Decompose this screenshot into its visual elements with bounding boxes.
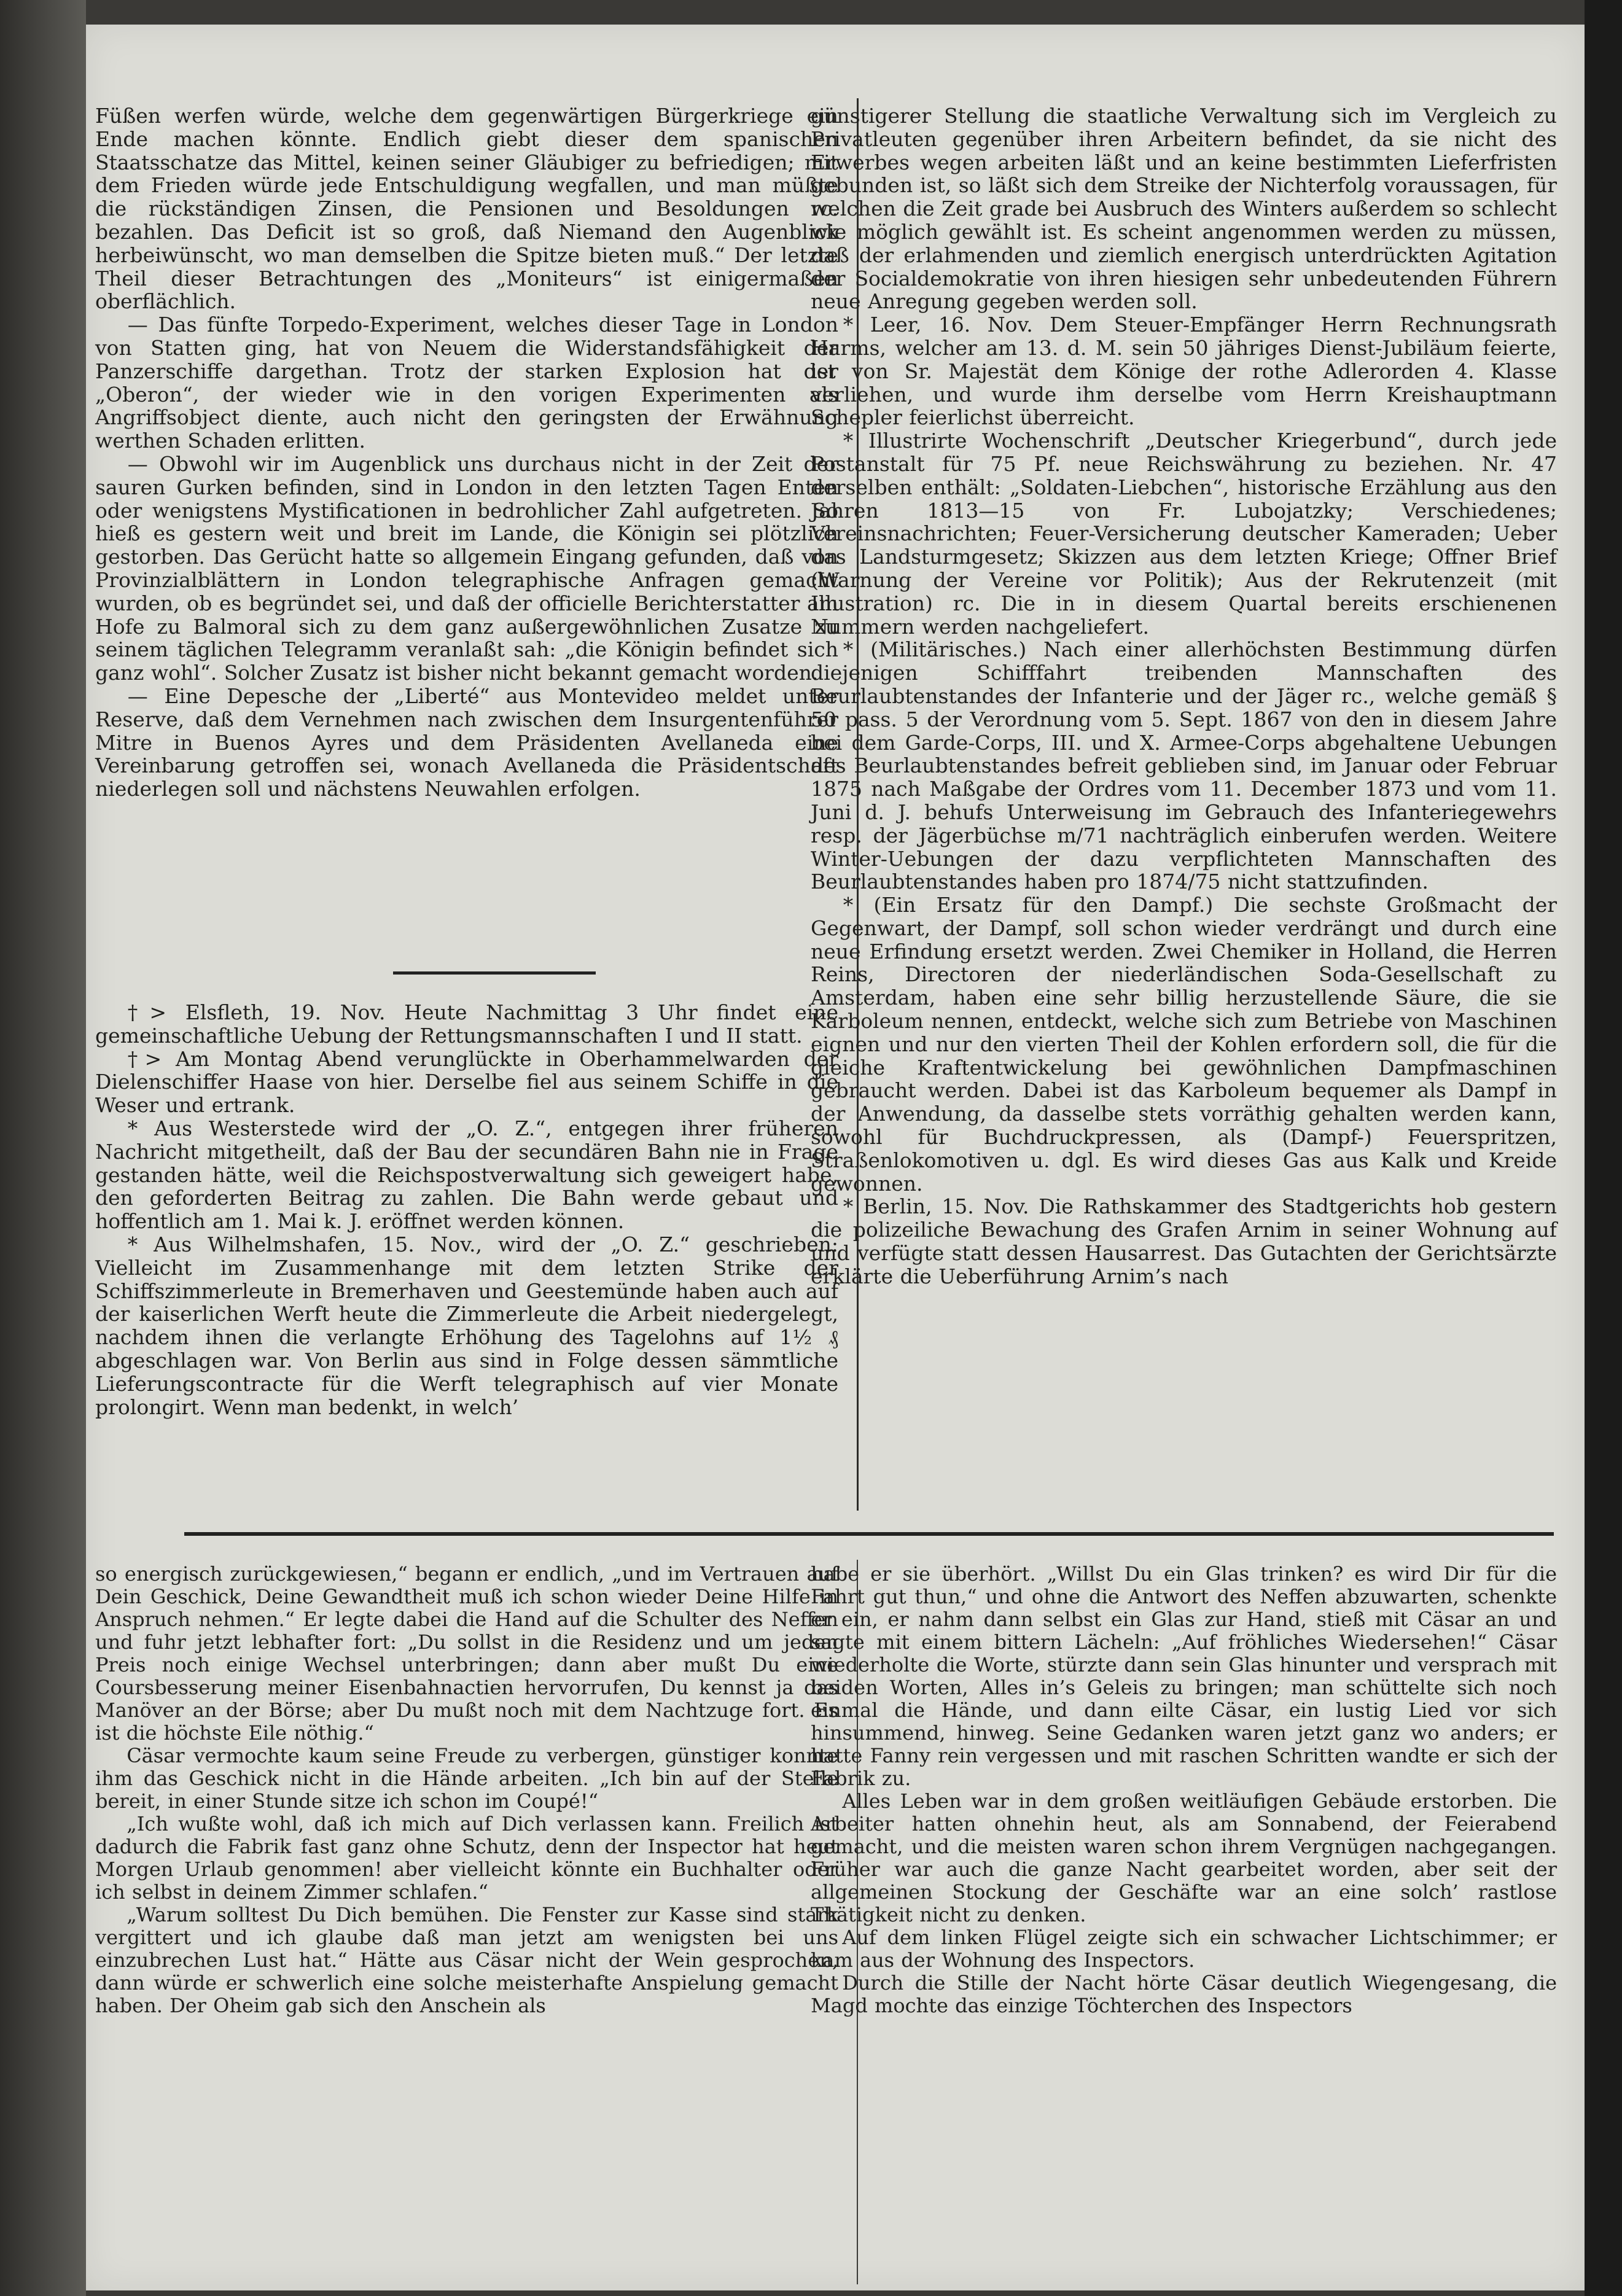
article-paragraph: — Obwohl wir im Augenblick uns durchaus nicht in der Zeit der sauren Gurken befinden, sind in London in den letzten Tagen Enten oder wenigstens Mystificationen in bedrohlicher Zahl aufgetreten. So hieß es gestern weit und breit im Lande, die Königin sei plötzlich gestorben. Das Gerücht hatte so allgemein Eingang gefunden, daß von Provinzialblättern in London telegraphische Anfragen gemacht wurden, ob es begründet sei, und daß der officielle Berichterstatter am Hofe zu Balmoral sich zu dem ganz außergewöhnlichen Zusatze zu seinem täglichen Telegramm veranlaßt sah: „die Königin befindet sich ganz wohl“. Solcher Zusatz ist bisher nicht bekannt gemacht worden.: [95, 451, 838, 685]
article-paragraph: Füßen werfen würde, welche dem gegenwärtigen Bürgerkriege ein Ende machen könnte. Endlich giebt dieser dem spanischen Staatsschatze das Mittel, keinen seiner Gläubiger zu befriedigen; mit dem Frieden würde jede Entschuldigung wegfallen, und man müßte die rückständigen Zinsen, die Pensionen und Besoldungen rc. bezahlen. Das Deficit ist so groß, daß Niemand den Augenblick herbeiwünscht, wo man demselben die Spitze bieten muß.“ Der letzte Theil dieser Betrachtungen des „Moniteurs“ ist einigermaßen oberflächlich.: [95, 104, 838, 314]
article-column-left: [95, 104, 838, 995]
story-paragraph: habe er sie überhört. „Willst Du ein Glas trinken? es wird Dir für die Fahrt gut thun,“ und ohne die Antwort des Neffen abzuwarten, schenkte er ein, er nahm dann selbst ein Glas zur Hand, stieß mit Cäsar an und sagte mit einem bittern Lächeln: „Auf fröhliches Wiedersehen!“ Cäsar wiederholte die Worte, stürzte dann sein Glas hinunter und versprach mit beiden Worten, Alles in’s Geleis zu bringen; man schüttelte sich noch einmal die Hände, und dann eilte Cäsar, ein lustig Lied vor sich hinsummend, hinweg. Seine Gedanken waren jetzt ganz wo anders; er hatte Fanny rein vergessen und mit raschen Schritten wandte er sich der Fabrik zu.: [811, 1562, 1557, 1790]
news-item: * Aus Wilhelmshafen, 15. Nov., wird der „O. Z.“ geschrieben: Vielleicht im Zusammenhange mit dem letzten Strike der Schiffszimmerleute in Bremerhaven und Geestemünde haben auch auf der kaiserlichen Werft heute die Zimmerleute die Arbeit niedergelegt, nachdem ihnen die verlangte Erhöhung des Tagelohns auf 1½ ₰ abgeschlagen war. Von Berlin aus sind in Folge dessen sämmtliche Lieferungscontracte für die Werft telegraphisch auf vier Monate prolongirt. Wenn man bedenkt, in welch’: [95, 1232, 838, 1419]
story-paragraph: „Ich wußte wohl, daß ich mich auf Dich verlassen kann. Freilich ist dadurch die Fabrik fast ganz ohne Schutz, denn der Inspector hat heut Morgen Urlaub genommen! aber vielleicht könnte ein Buchhalter oder ich selbst in deinem Zimmer schlafen.“: [95, 1812, 838, 1904]
story-paragraph: Alles Leben war in dem großen weitläufigen Gebäude erstorben. Die Arbeiter hatten ohnehin heut, als am Sonnabend, der Feierabend gemacht, und die meisten waren schon ihrem Vergnügen nachgegangen. Früher war auch die ganze Nacht gearbeitet worden, aber seit der allgemeinen Stockung der Geschäfte war an eine solch’ rastlose Thätigkeit nicht zu denken.: [811, 1789, 1557, 1926]
news-item: * (Militärisches.) Nach einer allerhöchsten Bestimmung dürfen diejenigen Schifffahrt treibenden Mannschaften des Beurlaubtenstandes der Infanterie und der Jäger rc., welche gemäß § 50 pass. 5 der Verordnung vom 5. Sept. 1867 von den in diesem Jahre bei dem Garde-Corps, III. und X. Armee-Corps abgehaltene Uebungen des Beurlaubtenstandes befreit geblieben sind, im Januar oder Februar 1875 nach Maßgabe der Ordres vom 11. December 1873 und vom 11. Juni d. J. behufs Unterweisung im Gebrauch des Infanteriegewehrs resp. der Jägerbüchse m/71 nachträglich einberufen werden. Weitere Winter-Uebungen der dazu verpflichteten Mannschaften des Beurlaubtenstandes haben pro 1874/75 nicht stattzufinden.: [811, 637, 1557, 894]
story-paragraph: „Warum solltest Du Dich bemühen. Die Fenster zur Kasse sind stark vergittert und ich glaube daß man jetzt am wenigsten bei uns einzubrechen Lust hat.“ Hätte aus Cäsar nicht der Wein gesprochen, dann würde er schwerlich eine solche meisterhafte Anspielung gemacht haben. Der Oheim gab sich den Anschein als: [95, 1903, 838, 2017]
news-item: †> Am Montag Abend verunglückte in Oberhammelwarden der Dielenschiffer Haase von hier. Derselbe fiel aus seinem Schiffe in die Weser und ertrank.: [95, 1046, 838, 1118]
story-paragraph: so energisch zurückgewiesen,“ begann er endlich, „und im Vertrauen auf Dein Geschick, Deine Gewandtheit muß ich schon wieder Deine Hilfe in Anspruch nehmen.“ Er legte dabei die Hand auf die Schulter des Neffen und fuhr jetzt lebhafter fort: „Du sollst in die Residenz und um jeden Preis noch einige Wechsel unterbringen; dann aber mußt Du eine Coursbesserung meiner Eisenbahnactien hervorrufen, Du kennst ja das Manöver an der Börse; aber Du mußt noch mit dem Nachtzuge fort. Es ist die höchste Eile nöthig.“: [95, 1562, 838, 1745]
news-item: * Leer, 16. Nov. Dem Steuer-Empfänger Herrn Rechnungsrath Harms, welcher am 13. d. M. sein 50 jähriges Dienst-Jubiläum feierte, ist von Sr. Majestät dem Könige der rothe Adlerorden 4. Klasse verliehen, und wurde ihm derselbe vom Herrn Kreishauptmann Schepler feierlichst überreicht.: [811, 313, 1557, 430]
article-column-right: [811, 104, 1557, 1474]
article-paragraph: — Eine Depesche der „Liberté“ aus Montevideo meldet unter Reserve, daß dem Vernehmen nach zwischen dem Insurgentenführer Mitre in Buenos Ayres und dem Präsidenten Avellaneda eine Vereinbarung getroffen sei, wonach Avellaneda die Präsidentschaft niederlegen soll und nächstens Neuwahlen erfolgen.: [95, 683, 838, 801]
article-paragraph: — Das fünfte Torpedo-Experiment, welches dieser Tage in London von Statten ging, hat von Neuem die Widerstandsfähigkeit der Panzerschiffe dargethan. Trotz der starken Explosion hat der „Oberon“, der wieder wie in den vorigen Experimenten als Angriffsobject diente, auch nicht den geringsten der Erwähnung werthen Schaden erlitten.: [95, 313, 838, 453]
news-item: * Illustrirte Wochenschrift „Deutscher Kriegerbund“, durch jede Postanstalt für 75 Pf. neue Reichswährung zu beziehen. Nr. 47 derselben enthält: „Soldaten-Liebchen“, historische Erzählung aus den Jahren 1813—15 von Fr. Lubojatzky; Verschiedenes; Vereinsnachrichten; Feuer-Versicherung deutscher Kameraden; Ueber das Landsturmgesetz; Skizzen aus dem letzten Kriege; Offner Brief (Warnung der Vereine vor Politik); Aus der Rekrutenzeit (mit Illustration) rc. Die in in diesem Quartal bereits erschienenen Nummern werden nachgeliefert.: [811, 429, 1557, 639]
news-item: * (Ein Ersatz für den Dampf.) Die sechste Großmacht der Gegenwart, der Dampf, soll schon wieder verdrängt und durch eine neue Erfindung ersetzt werden. Zwei Chemiker in Holland, die Herren Reins, Directoren der niederländischen Soda-Gesellschaft zu Amsterdam, haben eine sehr billig herzustellende Säure, die sie Karboleum nennen, entdeckt, welche sich zum Betriebe von Maschinen eignen und nur den vierten Theil der Kohlen erfordern soll, die für die gleiche Kraftentwickelung bei gewöhnlichen Dampfmaschinen gebraucht werden. Dabei ist das Karboleum bequemer als Dampf in der Anwendung, da dasselbe stets vorräthig gehalten werden kann, sowohl für Buchdruckpressen, als (Dampf-) Feuerspritzen, Straßenlokomotiven u. dgl. Es wird dieses Gas aus Kalk und Kreide gewonnen.: [811, 893, 1557, 1196]
feuilleton-separator: [184, 1532, 1554, 1536]
story-paragraph: Auf dem linken Flügel zeigte sich ein schwacher Lichtschimmer; er kam aus der Wohnung des Inspectors.: [811, 1926, 1557, 1972]
feuilleton-column-right: [811, 1563, 1557, 2287]
news-item: * Aus Westerstede wird der „O. Z.“, entgegen ihrer früheren Nachricht mitgetheilt, daß der Bau der secundären Bahn nie in Frage gestanden hätte, weil die Reichspostverwaltung sich geweigert habe, den geforderten Beitrag zu zahlen. Die Bahn werde gebaut und hoffentlich am 1. Mai k. J. eröffnet werden können.: [95, 1116, 838, 1234]
scan-border: [1585, 0, 1622, 2296]
news-item: * Berlin, 15. Nov. Die Rathskammer des Stadtgerichts hob gestern die polizeiliche Bewachung des Grafen Arnim in seiner Wohnung auf und verfügte statt dessen Hausarrest. Das Gutachten der Gerichtsärzte erklärte die Ueberführung Arnim’s nach: [811, 1194, 1557, 1288]
story-paragraph: Cäsar vermochte kaum seine Freude zu verbergen, günstiger konnte ihm das Geschick nicht in die Hände arbeiten. „Ich bin auf der Stelle bereit, in einer Stunde sitze ich schon im Coupé!“: [95, 1744, 838, 1813]
feuilleton-column-left: [95, 1563, 838, 2287]
news-item: †> Elsfleth, 19. Nov. Heute Nachmittag 3 Uhr findet eine gemeinschaftliche Uebung der Rettungsmannschaften I und II statt.: [95, 1000, 838, 1048]
story-paragraph: Durch die Stille der Nacht hörte Cäsar deutlich Wiegengesang, die Magd mochte das einzige Töchterchen des Inspectors: [811, 1971, 1557, 2017]
book-gutter: [0, 0, 86, 2296]
article-paragraph: günstigerer Stellung die staatliche Verwaltung sich im Vergleich zu Privatleuten gegenüber ihren Arbeitern befindet, da sie nicht des Erwerbes wegen arbeiten läßt und an keine bestimmten Lieferfristen gebunden ist, so läßt sich dem Streike der Nichterfolg voraussagen, für welchen die Zeit grade bei Ausbruch des Winters außerdem so schlecht wie möglich gewählt ist. Es scheint angenommen werden zu müssen, daß der erlahmenden und ziemlich energisch unterdrückten Agitation der Socialdemokratie von ihren hiesigen sehr unbedeutenden Führern neue Anregung gegeben werden soll.: [811, 104, 1557, 314]
local-news-column: [95, 1001, 838, 1486]
